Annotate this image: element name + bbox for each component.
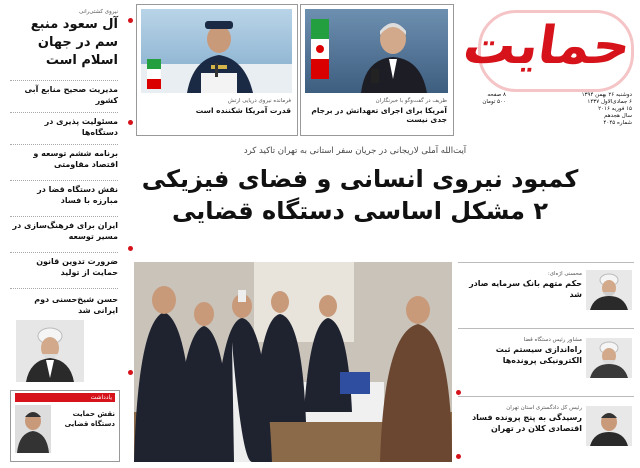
author-photo-illustration xyxy=(15,405,51,453)
top-story-navy[interactable] xyxy=(136,4,298,136)
left-column xyxy=(6,4,118,464)
left-story[interactable] xyxy=(10,148,118,170)
left-story[interactable] xyxy=(10,220,118,242)
story-kicker: محسنی اژه‌ای: xyxy=(547,271,582,277)
left-story[interactable] xyxy=(10,294,118,316)
issue-price xyxy=(462,92,506,106)
mohseni-ejei-photo xyxy=(586,270,632,310)
cleric-photo xyxy=(16,320,84,382)
right-story-text xyxy=(462,270,582,300)
divider xyxy=(458,396,634,397)
story-title: حسن شیخ‌حسنی دوم ایرانی شد xyxy=(34,295,118,315)
divider xyxy=(10,216,118,217)
bullet-dot xyxy=(128,18,133,23)
bullet-dot xyxy=(128,120,133,125)
person-illustration xyxy=(586,338,632,378)
issue-line: سال هجدهم xyxy=(604,113,632,119)
issue-line: ۶ جمادی‌الاول ۱۴۳۷ xyxy=(587,99,632,105)
note-author-photo xyxy=(15,405,51,453)
story-title: آمریکا برای اجرای تعهداتش در برجام جدی نیست xyxy=(311,106,447,124)
right-story[interactable] xyxy=(458,400,634,462)
divider xyxy=(10,288,118,289)
person-illustration xyxy=(586,406,632,446)
top-story-zarif[interactable] xyxy=(300,4,454,136)
note-title: نقش حمایت دستگاه قضایی xyxy=(64,410,115,428)
note-label: یادداشت xyxy=(15,393,115,402)
masthead xyxy=(458,4,636,126)
story-kicker: فرمانده نیروی دریایی ارتش xyxy=(227,98,291,104)
main-photo-illustration xyxy=(134,262,452,462)
left-story[interactable] xyxy=(10,84,118,106)
issue-line: ۱۵ فوریه ۲۰۱۶ xyxy=(598,106,632,112)
left-story[interactable] xyxy=(10,116,118,138)
main-headline[interactable]: کمبود نیروی انسانی و فضای فیزیکی xyxy=(141,165,579,193)
person-illustration xyxy=(586,270,632,310)
divider xyxy=(10,112,118,113)
story-title: راه‌اندازی سیستم ثبت الکترونیکی پرونده‌ها xyxy=(495,345,582,365)
story-title: قدرت آمریکا شکننده است xyxy=(195,106,291,115)
issue-line: شماره ۴۰۴۵ xyxy=(603,120,632,126)
story-kicker: ظریف در گفت‌وگو با خبرنگاران xyxy=(375,98,447,104)
story-title: حکم متهم بانک سرمایه صادر شد xyxy=(469,279,582,299)
divider xyxy=(10,252,118,253)
right-story[interactable] xyxy=(458,266,634,326)
zarif-photo xyxy=(305,9,448,93)
zarif-photo-illustration xyxy=(305,9,448,93)
admiral-photo-illustration xyxy=(141,9,292,93)
divider xyxy=(10,144,118,145)
bullet-dot xyxy=(128,246,133,251)
left-lead-story[interactable] xyxy=(10,8,118,70)
divider xyxy=(10,180,118,181)
main-headline-2[interactable]: ۲ مشکل اساسی دستگاه قضایی xyxy=(172,197,548,225)
issue-line: ۸ صفحه xyxy=(487,92,506,98)
main-photo xyxy=(134,262,452,462)
story-kicker: رئیس کل دادگستری استان تهران xyxy=(506,405,582,411)
story-title: نقش دستگاه قضا در مبارزه با فساد xyxy=(37,185,118,205)
divider xyxy=(10,80,118,81)
story-title: مسئولیت پذیری در دستگاه‌ها xyxy=(44,117,118,137)
issue-line: ۵۰۰ تومان xyxy=(482,99,506,105)
story-title: برنامه ششم توسعه و اقتصاد مقاومتی xyxy=(33,149,118,169)
right-story-text xyxy=(462,404,582,434)
right-story-text xyxy=(462,336,582,366)
story-title: ضرورت تدوین قانون حمایت از تولید xyxy=(36,257,118,277)
cleric-photo-illustration xyxy=(16,320,84,382)
newspaper-logo: حمایت xyxy=(459,16,635,76)
story-title: ایران برای فرهنگ‌سازی در مسیر توسعه xyxy=(12,221,118,241)
bullet-dot xyxy=(128,370,133,375)
navy-caption xyxy=(143,97,291,115)
issue-line: دوشنبه ۲۶ بهمن ۱۳۹۴ xyxy=(581,92,632,98)
story-title: آل سعود منبع سم در جهان اسلام است xyxy=(30,17,118,68)
admiral-photo xyxy=(141,9,292,93)
story-title: رسیدگی به پنج پرونده فساد اقتصادی کلان در تهران xyxy=(472,413,582,433)
divider xyxy=(458,328,634,329)
zarif-caption xyxy=(307,97,447,124)
right-story[interactable] xyxy=(458,332,634,394)
story-kicker: نیروی کشتی‌رانی xyxy=(78,9,118,15)
left-story[interactable] xyxy=(10,184,118,206)
advisor-photo xyxy=(586,338,632,378)
left-story[interactable] xyxy=(10,256,118,278)
story-kicker: مشاور رئیس دستگاه قضا xyxy=(523,337,582,343)
story-title: مدیریت صحیح منابع آبی کشور xyxy=(24,85,118,105)
divider xyxy=(458,262,634,263)
note-box[interactable] xyxy=(10,390,120,462)
issue-info xyxy=(510,92,632,127)
tehran-judiciary-head-photo xyxy=(586,406,632,446)
main-kicker: آیت‌الله آملی لاریجانی در جریان سفر استانی به تهران تاکید کرد xyxy=(243,146,467,156)
